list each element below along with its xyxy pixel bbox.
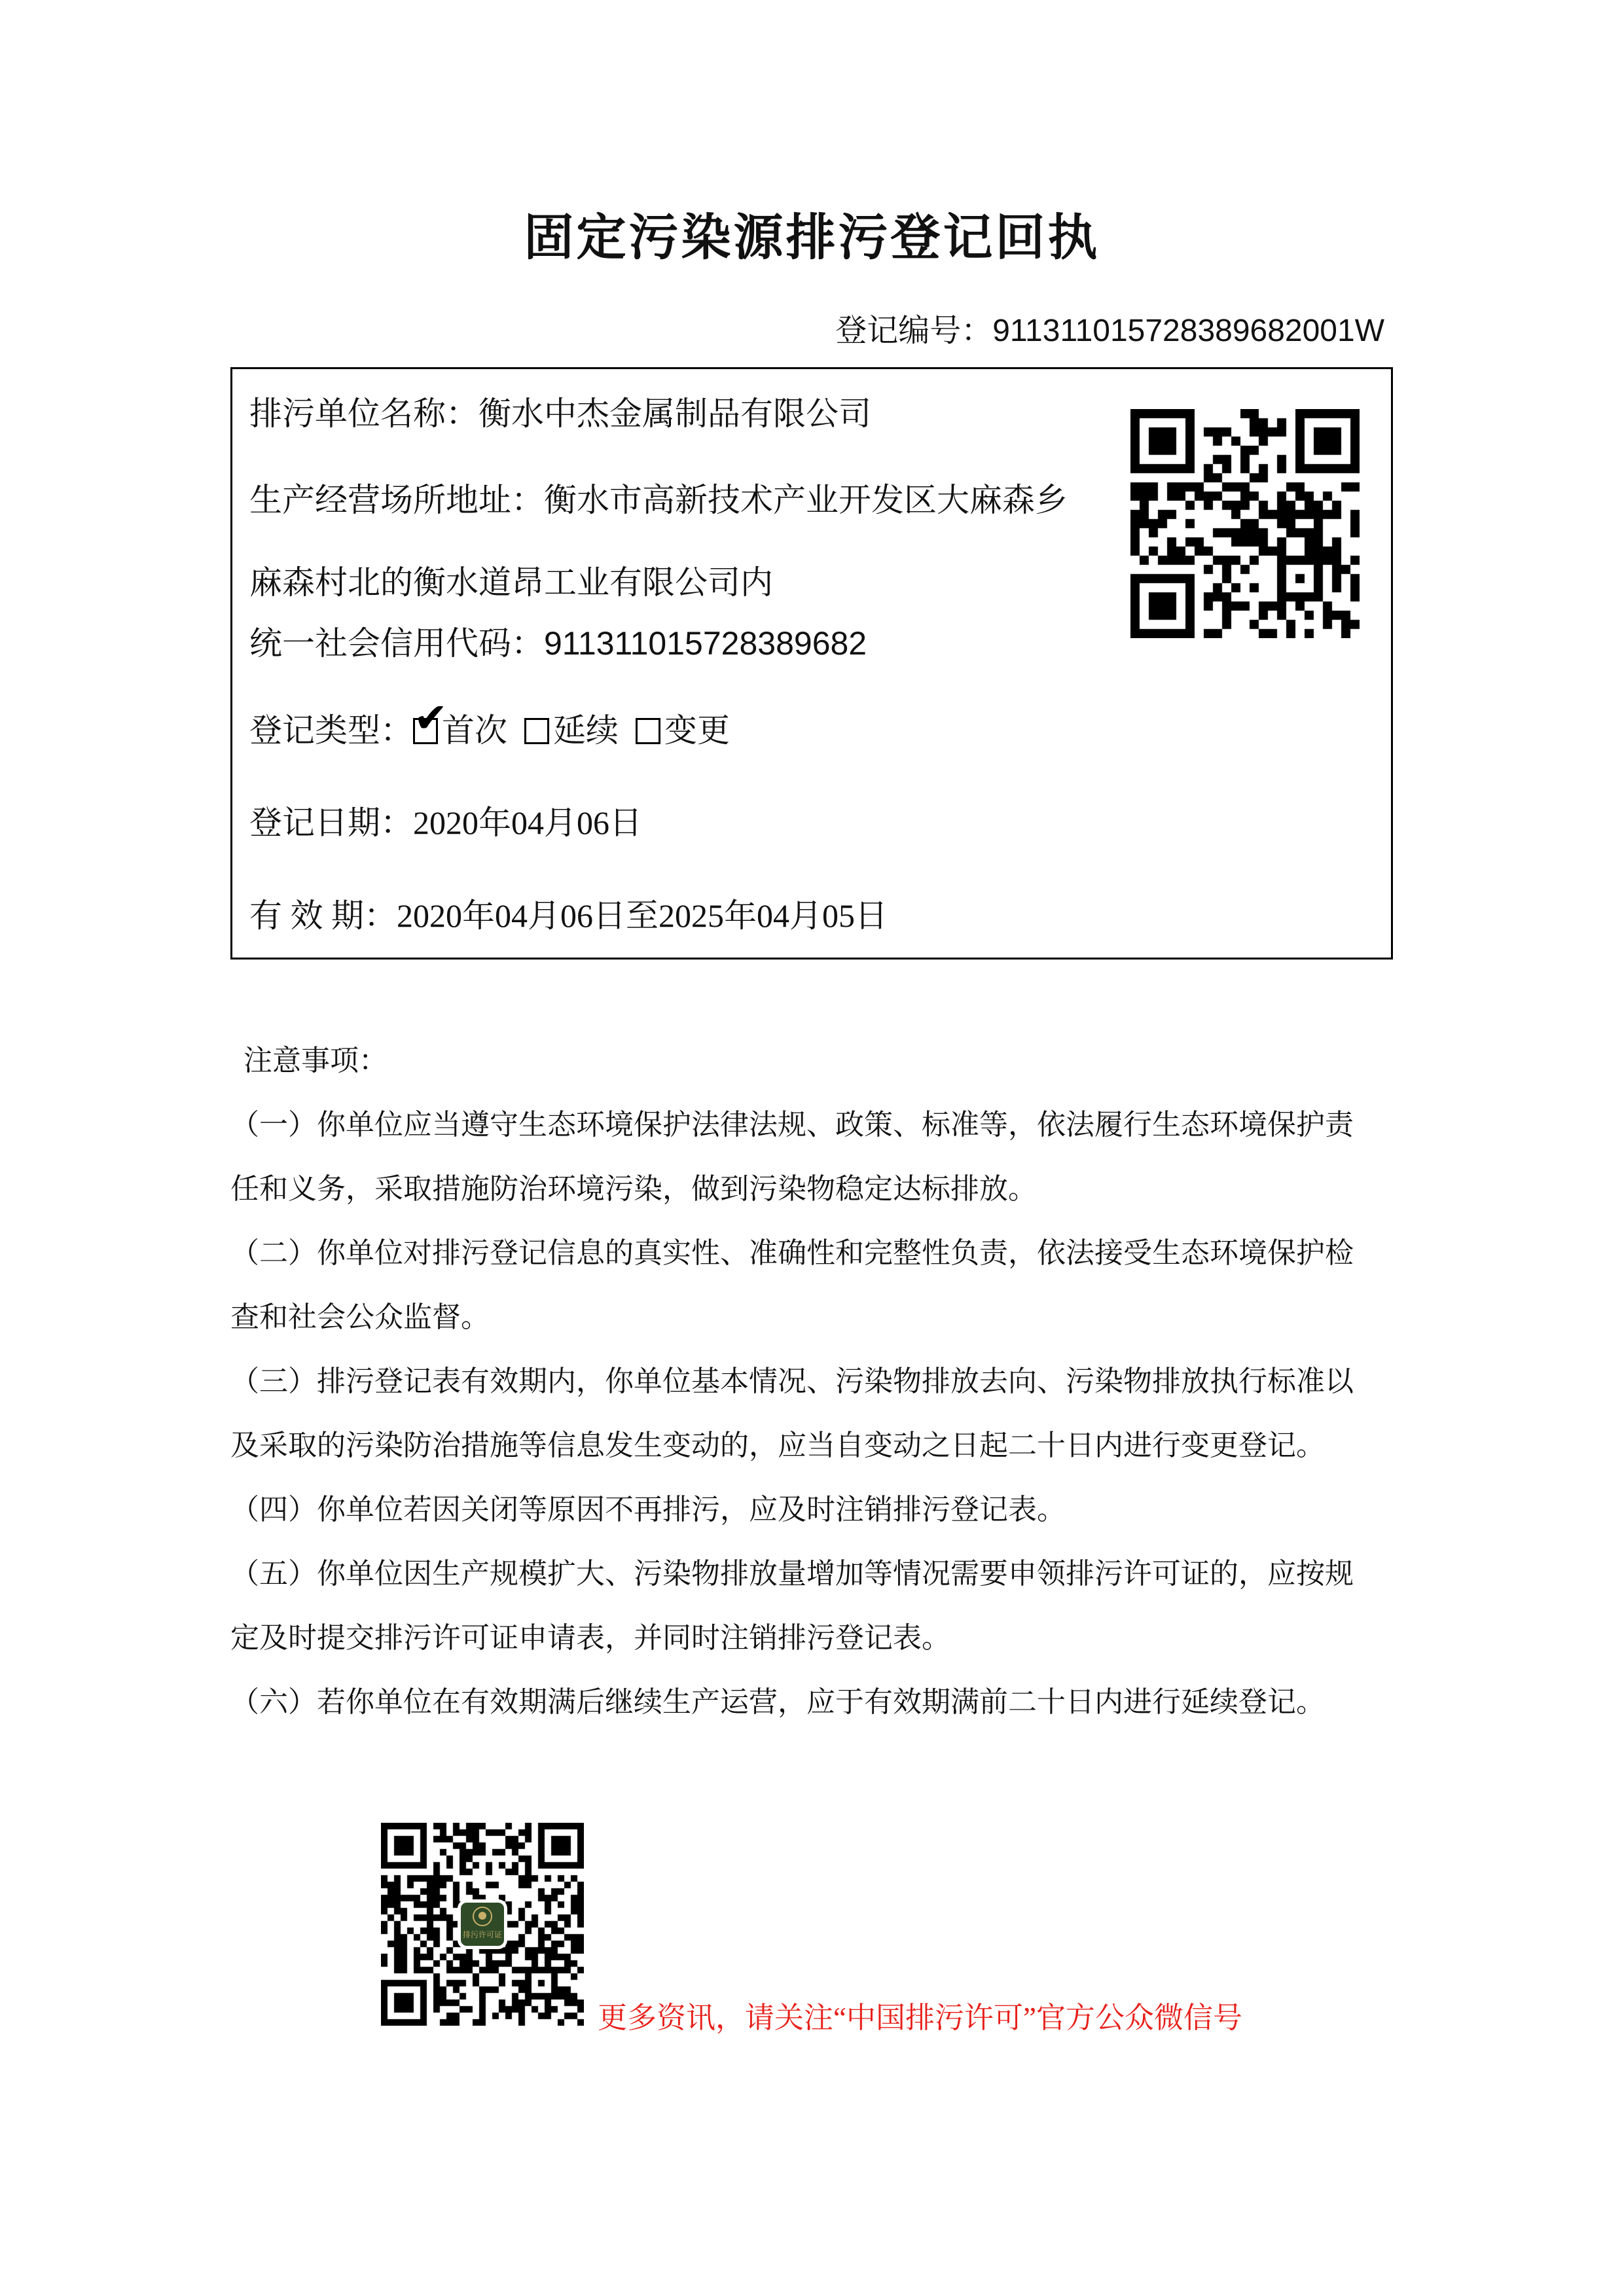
credit-code-label: 统一社会信用代码： — [249, 625, 544, 662]
reg-type-option-first-label: 首次 — [442, 712, 507, 749]
qr-code-top-right — [1130, 409, 1360, 638]
note-line-2: 任和义务，采取措施防治环境污染，做到污染物稳定达标排放。 — [230, 1173, 1037, 1205]
note-line-6: 及采取的污染防治措施等信息发生变动的，应当自变动之日起二十日内进行变更登记。 — [230, 1429, 1325, 1462]
wechat-qr-center-logo — [458, 1899, 507, 1949]
note-line-5: （三）排污登记表有效期内，你单位基本情况、污染物排放去向、污染物排放执行标准以 — [230, 1365, 1354, 1397]
address-row-line2 — [249, 563, 773, 602]
permit-seal-icon — [473, 1907, 492, 1926]
registration-number-value: 911311015728389682001W — [992, 314, 1384, 348]
registration-type-row — [249, 694, 747, 750]
reg-type-option-change — [636, 711, 730, 750]
validity-row — [249, 896, 888, 935]
qr-logo-label: 排污许可证 — [462, 1930, 502, 1939]
unit-name-row — [249, 394, 871, 433]
validity-label: 有 效 期： — [249, 897, 397, 934]
wechat-followup-note: 更多资讯，请关注“中国排污许可”官方公众微信号 — [598, 2001, 1242, 2034]
registration-date-value: 2020年04月06日 — [413, 804, 642, 841]
address-value-line2: 麻森村北的衡水道昂工业有限公司内 — [249, 564, 773, 601]
validity-value: 2020年04月06日至2025年04月05日 — [397, 897, 888, 934]
note-line-3: （二）你单位对排污登记信息的真实性、准确性和完整性负责，依法接受生态环境保护检 — [230, 1237, 1354, 1269]
page-title: 固定污染源排污登记回执 — [524, 211, 1100, 266]
registration-type-label: 登记类型： — [249, 712, 413, 749]
note-line-4: 查和社会公众监督。 — [230, 1301, 490, 1333]
reg-type-option-change-label: 变更 — [664, 712, 730, 749]
address-value-line1: 衡水市高新技术产业开发区大麻森乡 — [544, 482, 1068, 518]
note-line-10: （六）若你单位在有效期满后继续生产运营，应于有效期满前二十日内进行延续登记。 — [230, 1686, 1325, 1718]
credit-code-row — [249, 624, 867, 663]
unit-name-label: 排污单位名称： — [249, 395, 478, 432]
unit-name-value: 衡水中杰金属制品有限公司 — [478, 395, 871, 432]
notes-heading: 注意事项： — [244, 1045, 388, 1077]
address-label: 生产经营场所地址： — [249, 482, 544, 518]
registration-number-line — [835, 305, 1384, 350]
checkbox-change-icon — [636, 718, 660, 744]
checkbox-first-icon — [413, 694, 448, 744]
note-line-7: （四）你单位若因关闭等原因不再排污，应及时注销排污登记表。 — [230, 1494, 1066, 1526]
reg-type-option-renewal-label: 延续 — [553, 712, 619, 749]
permit-seal-core-icon — [478, 1912, 486, 1920]
registration-date-label: 登记日期： — [249, 804, 413, 841]
registration-date-row — [249, 803, 642, 842]
reg-type-option-first — [413, 694, 507, 750]
registration-number-label: 登记编号： — [835, 314, 993, 348]
note-line-1: （一）你单位应当遵守生态环境保护法律法规、政策、标准等，依法履行生态环境保护责 — [230, 1109, 1354, 1141]
reg-type-option-renewal — [524, 711, 619, 750]
note-line-9: 定及时提交排污许可证申请表，并同时注销排污登记表。 — [230, 1622, 950, 1654]
check-icon: ✔ — [414, 694, 448, 742]
checkbox-renewal-icon — [524, 718, 549, 744]
note-line-8: （五）你单位因生产规模扩大、污染物排放量增加等情况需要申领排污许可证的，应按规 — [230, 1558, 1354, 1590]
address-row-line1 — [249, 480, 1068, 520]
credit-code-value: 911311015728389682 — [544, 625, 867, 662]
